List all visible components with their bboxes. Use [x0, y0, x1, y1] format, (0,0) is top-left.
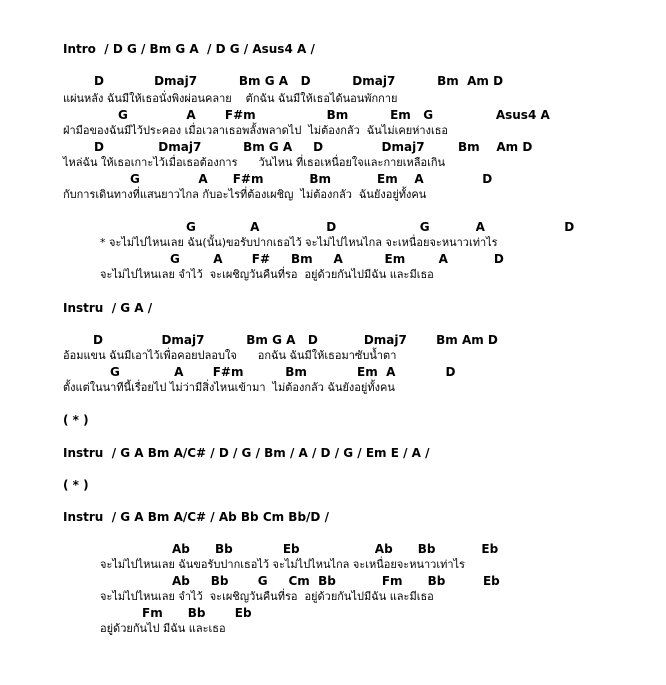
chorus-reference: ( * ) — [63, 478, 89, 492]
lyric-line: จะไม่ไปไหนเลย ฉันขอรับปากเธอไว้ จะไม่ไปไหนไกล จะเหนื่อยจะหนาวเท่าไร — [100, 558, 465, 571]
instru-line: Instru / G A Bm A/C# / Ab Bb Cm Bb/D / — [63, 510, 329, 524]
chord-line: D Dmaj7 Bm G A D Dmaj7 Bm Am D — [94, 74, 504, 88]
lyric-line: อยู่ด้วยกันไป มีฉัน และเธอ — [100, 622, 226, 635]
instru-line: Instru / G A Bm A/C# / D / G / Bm / A / D / G / Em E / A / — [63, 446, 430, 460]
chord-line: Fm Bb Eb — [142, 606, 252, 620]
lyric-line: กับการเดินทางที่แสนยาวไกล กับอะไรที่ต้องเผชิญ ไม่ต้องกลัว ฉันยังอยู่ทั้งคน — [63, 188, 427, 201]
lyric-line: จะไม่ไปไหนเลย จำไว้ จะเผชิญวันคืนที่รอ อยู่ด้วยกันไปมีฉัน และมีเธอ — [100, 590, 434, 603]
chord-line: G A D G A D — [186, 220, 575, 234]
lyric-line: ไหล่ฉัน ให้เธอเกาะไว้เมื่อเธอต้องการ วันไหน ที่เธอเหนื่อยใจและกายเหลือเกิน — [63, 156, 446, 169]
lyric-line: * จะไม่ไปไหนเลย ฉัน(นั้น)ขอรับปากเธอไว้ จะไม่ไปไหนไกล จะเหนื่อยจะหนาวเท่าไร — [100, 236, 498, 249]
intro-line: Intro / D G / Bm G A / D G / Asus4 A / — [63, 42, 315, 56]
chord-line: G A F#m Bm Em A D — [130, 172, 493, 186]
lyric-line: ตั้งแต่ในนาทีนี้เรื่อยไป ไม่ว่ามีสิ่งไหนเข้ามา ไม่ต้องกลัว ฉันยังอยู่ทั้งคน — [63, 381, 395, 394]
chord-line: D Dmaj7 Bm G A D Dmaj7 Bm Am D — [93, 333, 498, 347]
chorus-reference: ( * ) — [63, 413, 89, 427]
chord-line: D Dmaj7 Bm G A D Dmaj7 Bm Am D — [94, 140, 533, 154]
chord-line: G A F#m Bm Em A D — [110, 365, 456, 379]
lyric-line: อ้อมแขน ฉันมีเอาไว้เพื่อคอยปลอบใจ อกฉัน ฉันมีให้เธอมาซับน้ำตา — [63, 349, 397, 362]
chord-line: G A F#m Bm Em G Asus4 A — [118, 108, 550, 122]
chord-line: Ab Bb Eb Ab Bb Eb — [172, 542, 499, 556]
chord-line: Ab Bb G Cm Bb Fm Bb Eb — [172, 574, 500, 588]
lyric-line: แผ่นหลัง ฉันมีให้เธอนั่งพิงผ่อนคลาย ตักฉัน ฉันมีให้เธอได้นอนพักกาย — [63, 92, 398, 105]
lyric-line: ฝ่ามือของฉันมีไว้ประคอง เมื่อเวลาเธอพลั้งพลาดไป ไม่ต้องกลัว ฉันไม่เคยห่างเธอ — [63, 124, 449, 137]
lyric-line: จะไม่ไปไหนเลย จำไว้ จะเผชิญวันคืนที่รอ อยู่ด้วยกันไปมีฉัน และมีเธอ — [100, 268, 434, 281]
instru-line: Instru / G A / — [63, 301, 153, 315]
chord-line: G A F# Bm A Em A D — [170, 252, 504, 266]
